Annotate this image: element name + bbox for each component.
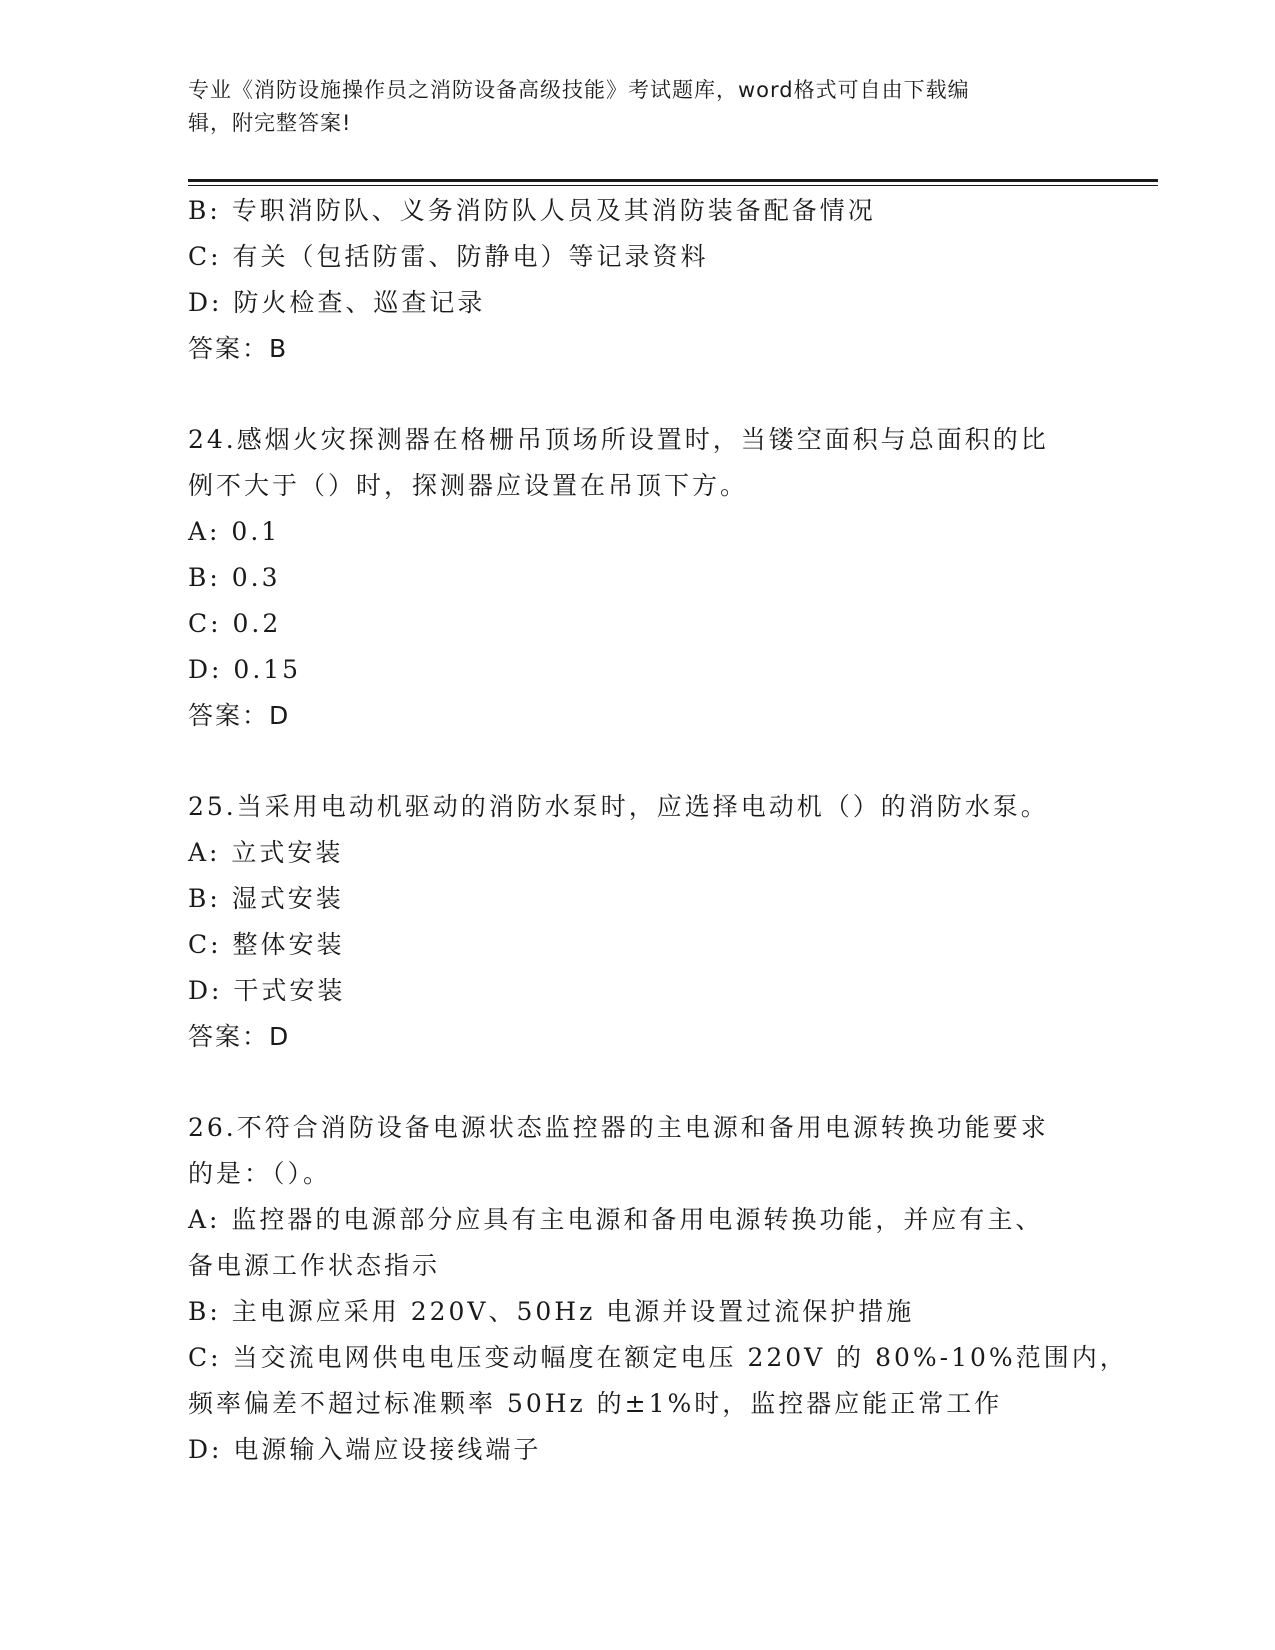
question-26 [188, 1105, 1128, 1473]
question-spacer [188, 1060, 1088, 1105]
question-list [188, 188, 1128, 1473]
option-a-line-1: A: 监控器的电源部分应具有主电源和备用电源转换功能，并应有主、 [188, 1205, 1044, 1234]
answer-line: 答案：D [188, 1022, 291, 1051]
option-c-line-2: 频率偏差不超过标准颗率 50Hz 的±1%时，监控器应能正常工作 [188, 1389, 1003, 1418]
option-a: A: 0.1 [188, 517, 281, 546]
question-text-line-1: 26.不符合消防设备电源状态监控器的主电源和备用电源转换功能要求 [188, 1113, 1049, 1142]
question-23 [188, 188, 1088, 372]
option-c: C: 整体安装 [188, 930, 345, 959]
answer-line: 答案：D [188, 701, 291, 730]
question-text-line-2: 例不大于（）时，探测器应设置在吊顶下方。 [188, 471, 749, 500]
question-text-line-2: 的是：（）。 [188, 1159, 332, 1188]
option-c: C: 0.2 [188, 609, 282, 638]
header-divider-thick [188, 179, 1158, 182]
header-line-2: 辑，附完整答案! [188, 111, 352, 135]
header-divider-thin [188, 185, 1158, 186]
option-d: D: 电源输入端应设接线端子 [188, 1435, 542, 1464]
option-c: C: 有关（包括防雷、防静电）等记录资料 [188, 242, 709, 271]
option-b: B: 0.3 [188, 563, 281, 592]
option-b: B: 湿式安装 [188, 884, 344, 913]
option-a: A: 立式安装 [188, 838, 344, 867]
question-spacer [188, 372, 1088, 417]
option-c-line-1: C: 当交流电网供电电压变动幅度在额定电压 220V 的 80%-10%范围内， [188, 1343, 1128, 1372]
question-25 [188, 784, 1088, 1060]
question-spacer [188, 739, 1088, 784]
option-d: D: 干式安装 [188, 976, 346, 1005]
question-text-line-1: 25.当采用电动机驱动的消防水泵时，应选择电动机（）的消防水泵。 [188, 792, 1049, 821]
option-b: B: 专职消防队、义务消防队人员及其消防装备配备情况 [188, 196, 876, 225]
question-text-line-1: 24.感烟火灾探测器在格栅吊顶场所设置时，当镂空面积与总面积的比 [188, 425, 1049, 454]
option-d: D: 防火检查、巡查记录 [188, 288, 486, 317]
option-a-line-2: 备电源工作状态指示 [188, 1251, 441, 1280]
option-d: D: 0.15 [188, 655, 302, 684]
question-24 [188, 417, 1088, 739]
option-b: B: 主电源应采用 220V、50Hz 电源并设置过流保护措施 [188, 1297, 915, 1326]
header-line-1: 专业《消防设施操作员之消防设备高级技能》考试题库，word格式可自由下载编 [188, 78, 970, 102]
document-header [188, 74, 1068, 140]
answer-line: 答案：B [188, 334, 289, 363]
